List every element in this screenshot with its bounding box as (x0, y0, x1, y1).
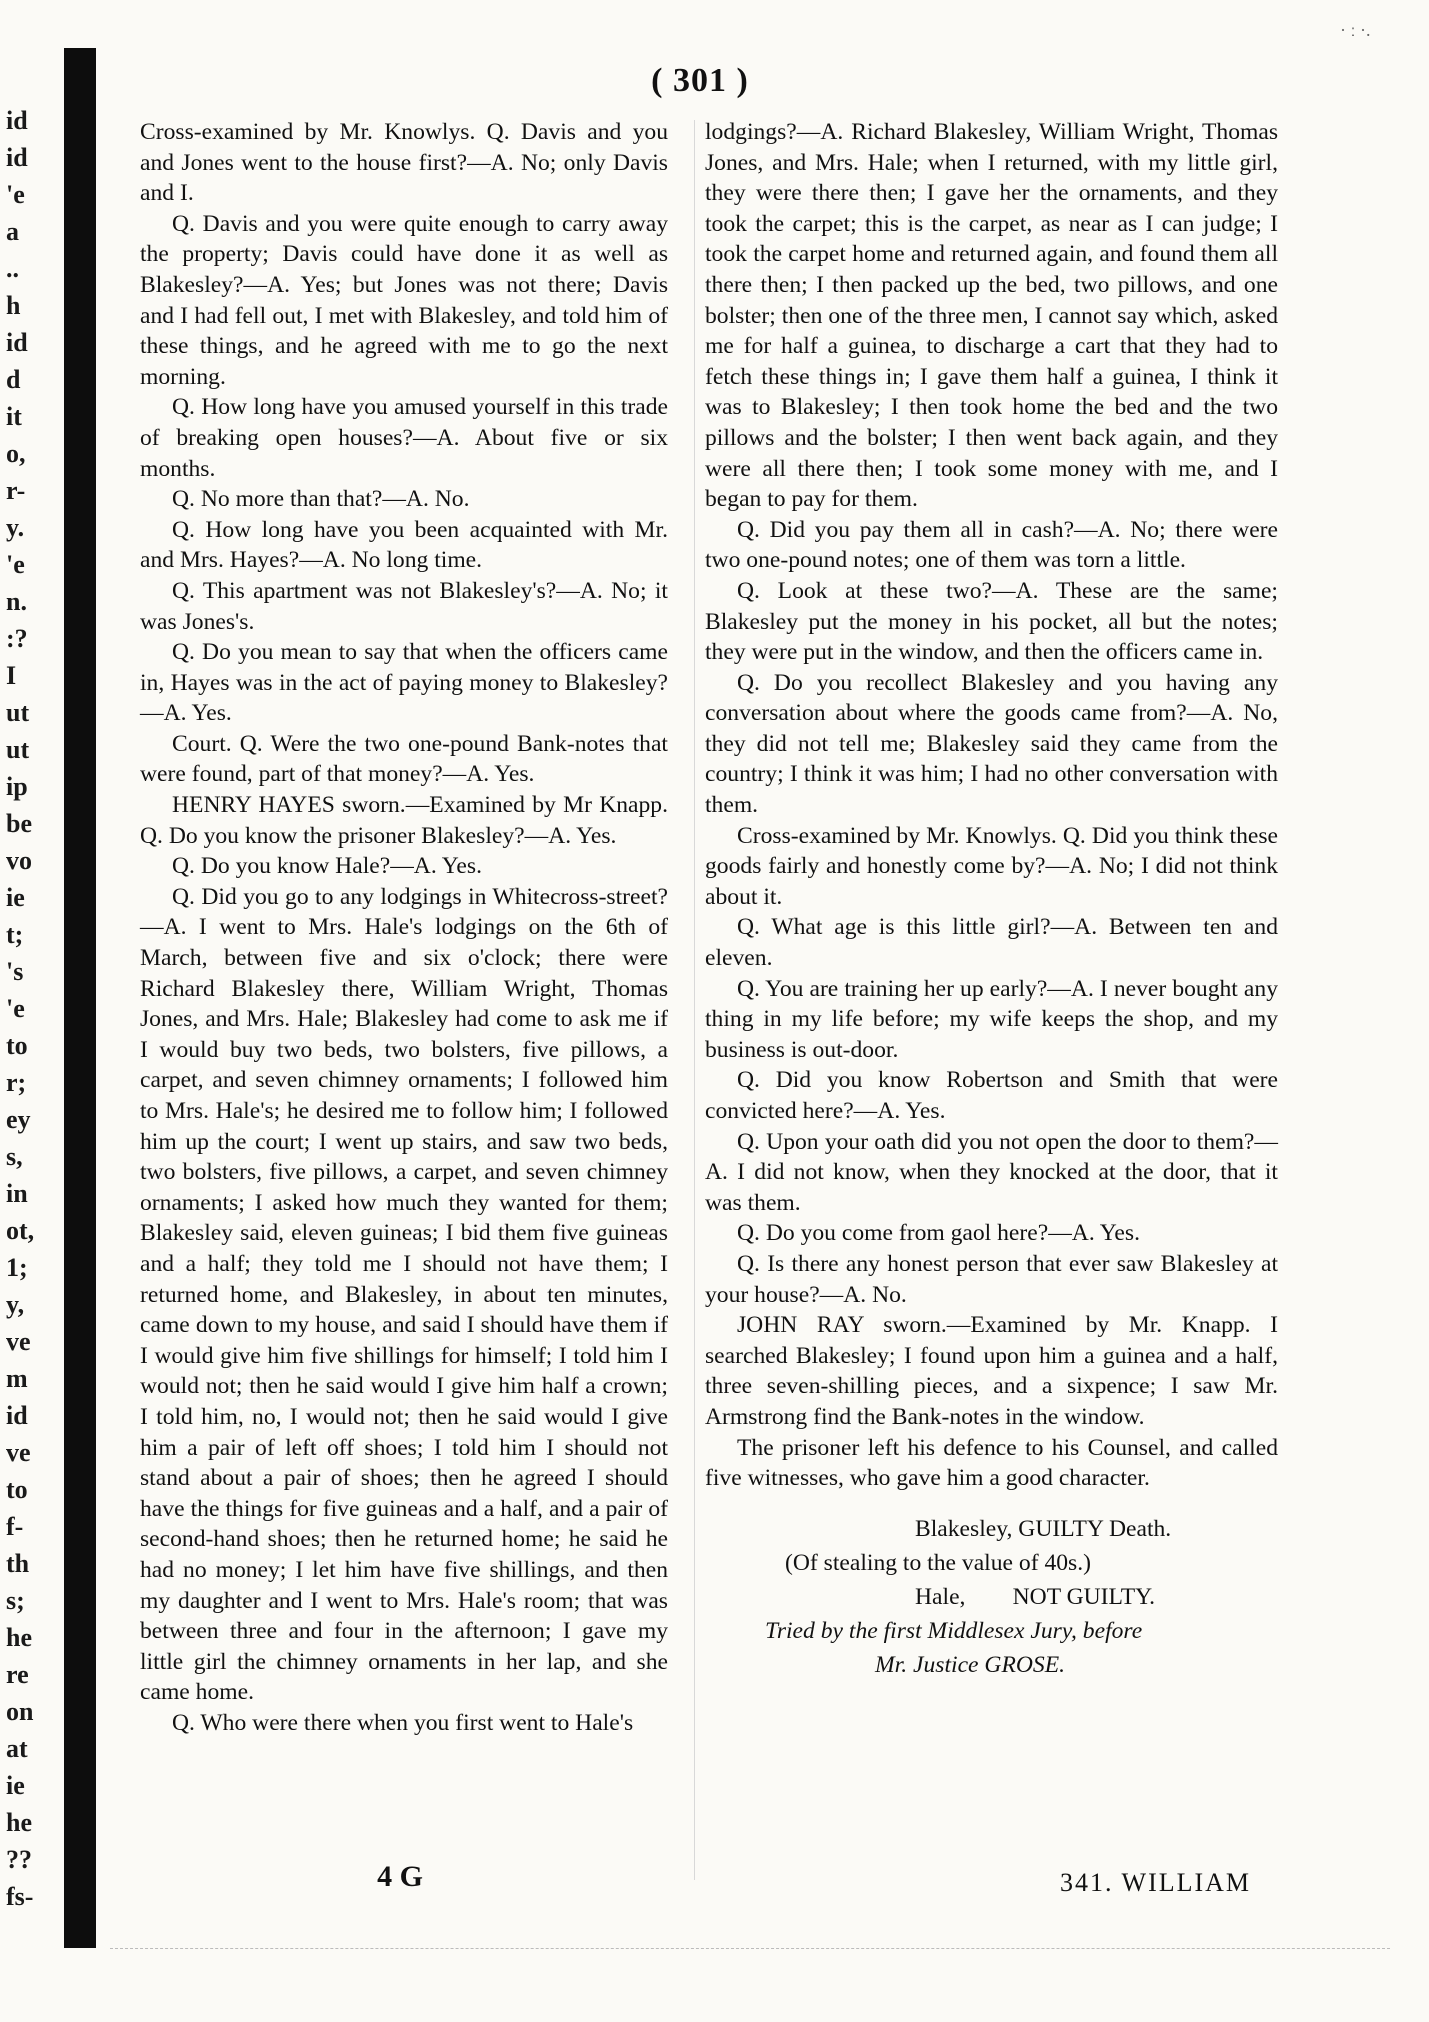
verdict-line5: Mr. Justice GROSE. (875, 1651, 1066, 1678)
verdict-block (705, 1512, 1278, 1682)
margin-fragment: ip (6, 772, 28, 801)
left-column-paragraph: Q. Do you mean to say that when the officers came in, Hayes was in the act of paying money to Blakesley?—A. Yes. (140, 639, 668, 727)
margin-fragment: 'e (6, 180, 25, 209)
left-column-paragraph: HENRY HAYES sworn.—Examined by Mr Knapp. Q. Do you know the prisoner Blakesley?—A. Yes. (140, 792, 668, 849)
margin-fragment: to (6, 1031, 28, 1060)
margin-fragment: ey (6, 1105, 31, 1134)
verdict-line2: (Of stealing to the value of 40s.) (785, 1549, 1091, 1576)
right-column-paragraph: Q. Look at these two?—A. These are the same; Blakesley put the money in his pocket, all but the notes; they were put in the window, and then the officers came in. (705, 577, 1278, 666)
margin-fragment: at (6, 1734, 28, 1763)
margin-fragment: o, (6, 439, 26, 468)
margin-fragment: r- (6, 476, 26, 505)
margin-fragment: d (6, 365, 21, 394)
margin-fragment: id (6, 1401, 28, 1430)
margin-fragment: h (6, 291, 21, 320)
margin-fragment: ie (6, 883, 25, 912)
right-column-paragraph: Q. What age is this little girl?—A. Between ten and eleven. (705, 914, 1278, 972)
left-column-paragraph: Court. Q. Were the two one-pound Bank-notes that were found, part of that money?—A. Yes. (140, 730, 668, 788)
left-column-paragraph: Q. No more than that?—A. No. (172, 486, 470, 513)
left-column-paragraph: Cross-examined by Mr. Knowlys. Q. Davis and you and Jones went to the house first?—A. No; only Davis and I. (140, 119, 668, 207)
margin-fragment: ve (6, 1327, 31, 1356)
margin-fragment: s; (6, 1586, 25, 1615)
margin-fragment: f- (6, 1512, 24, 1541)
margin-fragment: fs- (6, 1882, 34, 1911)
margin-fragment: ut (6, 735, 30, 764)
left-column-paragraph: Q. Davis and you were quite enough to carry away the property; Davis could have done it as well as Blakesley?—A. Yes; but Jones was not there; Davis and I had fell out, I met with Blakesley, and told him of these things, and he agreed with me to go the next morning. (140, 210, 668, 390)
right-column (705, 117, 1278, 1682)
margin-fragment: n. (6, 587, 27, 616)
right-column-paragraph: lodgings?—A. Richard Blakesley, William Wright, Thomas Jones, and Mrs. Hale; when I returned, with my little girl, they were there then; I gave her the ornaments, and they took the carpet; this is the carpet, as near as I can judge; I took the carpet home and returned again, and found them all there then; I then packed up the bed, two pillows, and one bolster; then one of the three men, I cannot say which, asked me for half a guinea, to discharge a cart that they had to fetch these things in; I gave them half a guinea, I think it was to Blakesley; I then took home the bed and the two pillows and the bolster; I then went back again, and they were all there then; I took some money with me, and I began to pay for them. (705, 119, 1278, 513)
verdict-line4: Tried by the first Middlesex Jury, before (765, 1617, 1143, 1644)
margin-fragment: t; (6, 920, 24, 949)
verdict-line3: Hale, NOT GUILTY. (915, 1583, 1156, 1610)
margin-fragment: it (6, 402, 22, 431)
margin-fragment: vo (6, 846, 32, 875)
right-column-paragraph: JOHN RAY sworn.—Examined by Mr. Knapp. I searched Blakesley; I found upon him a guinea and a half, three seven-shilling pieces, and a sixpence; I saw Mr. Armstrong find the Bank-notes in the window. (705, 1312, 1278, 1430)
margin-fragment: id (6, 328, 28, 357)
margin-fragment: y. (6, 513, 25, 542)
margin-fragment: .. (6, 254, 19, 283)
margin-fragment: in (6, 1179, 28, 1208)
margin-fragment: 's (6, 957, 24, 986)
right-column-paragraph: Q. Did you know Robertson and Smith that were convicted here?—A. Yes. (705, 1067, 1278, 1124)
margin-fragment: 'e (6, 994, 25, 1023)
margin-fragment: he (6, 1623, 32, 1652)
margin-fragment: id (6, 143, 28, 172)
left-column-paragraph: Q. Did you go to any lodgings in Whitecross-street?—A. I went to Mrs. Hale's lodgings on the 6th of March, between five and six o'clock; there were Richard Blakesley there, William Wright, Thomas Jones, and Mrs. Hale; Blakesley had come to ask me if I would buy two beds, two bolsters, five pillows, a carpet, and seven chimney ornaments; I followed him to Mrs. Hale's; he desired me to follow him; I followed him up the court; I went up stairs, and saw two beds, two bolsters, five pillows, a carpet, and seven chimney ornaments; I asked how much they wanted for them; Blakesley said, eleven guineas; I bid them five guineas and a half; they told me I should not have them; I returned home, and Blakesley, in about ten minutes, came down to my house, and said I should have them if I would give him five shillings for himself; I told him I would not; then he said would I give him half a crown; I told him, no, I would not; then he said would I give him a pair of left off shoes; I told him I should not stand about a pair of shoes; then he agreed I should have the things for five guineas and a half, and a pair of second-hand shoes; then he returned home; he said he had no money; I let him have five shillings, and then my daughter and I went to Mrs. Hale's room; that was between three and four in the afternoon; I gave my little girl the chimney ornaments in her lap, and she came home. (140, 883, 668, 1706)
right-column-paragraph: Q. Do you come from gaol here?—A. Yes. (737, 1220, 1140, 1247)
right-column-paragraph: Cross-examined by Mr. Knowlys. Q. Did you think these goods fairly and honestly come by?—A. No; I did not think about it. (705, 822, 1278, 910)
margin-fragment: th (6, 1549, 30, 1578)
page-number: ( 301 ) (651, 62, 749, 99)
right-column-paragraph: Q. Upon your oath did you not open the door to them?—A. I did not know, when they knocked at the door, that it was them. (705, 1128, 1278, 1216)
margin-fragment: m (6, 1364, 28, 1393)
left-column (140, 117, 668, 1738)
verdict-line1: Blakesley, GUILTY Death. (915, 1515, 1172, 1542)
margin-fragment: re (6, 1660, 29, 1689)
left-column-paragraph: Q. This apartment was not Blakesley's?—A. No; it was Jones's. (140, 577, 668, 635)
left-column-paragraph: Q. Who were there when you first went to Hale's (172, 1709, 634, 1736)
margin-fragment: 1; (6, 1253, 28, 1282)
catchword: 341. WILLIAM (1060, 1868, 1252, 1897)
right-column-paragraph: The prisoner left his defence to his Counsel, and called five witnesses, who gave him a good character. (705, 1434, 1278, 1492)
margin-fragment: I (6, 661, 17, 690)
right-column-paragraph: Q. Do you recollect Blakesley and you having any conversation about where the goods came from?—A. No, they did not tell me; Blakesley said they came from the country; I think it was him; I had no other conversation with them. (705, 669, 1278, 819)
left-column-paragraph: Q. How long have you amused yourself in this trade of breaking open houses?—A. About five or six months. (140, 394, 668, 482)
margin-fragment: 'e (6, 550, 25, 579)
margin-fragment: ut (6, 698, 30, 727)
column-divider (694, 120, 695, 1880)
margin-fragment: ?? (6, 1845, 32, 1874)
margin-fragment: r; (6, 1068, 27, 1097)
margin-fragment: id (6, 106, 28, 135)
right-column-paragraph: Q. Did you pay them all in cash?—A. No; there were two one-pound notes; one of them was torn a little. (705, 516, 1278, 574)
page-edge (110, 1948, 1390, 1949)
scan-specks: · ː ·. (1340, 20, 1371, 40)
margin-fragment: be (6, 809, 32, 838)
margin-fragment: to (6, 1475, 28, 1504)
margin-fragment: he (6, 1808, 32, 1837)
margin-fragment: on (6, 1697, 34, 1726)
margin-fragment: ot, (6, 1216, 35, 1245)
signature-mark: 4 G (377, 1860, 423, 1893)
binding-shadow (64, 48, 96, 1948)
margin-fragment: :? (6, 624, 28, 653)
margin-fragment: ve (6, 1438, 31, 1467)
margin-fragment: y, (6, 1290, 25, 1319)
left-column-paragraph: Q. Do you know Hale?—A. Yes. (172, 853, 482, 880)
margin-fragment: a (6, 217, 19, 246)
right-column-paragraph: Q. You are training her up early?—A. I never bought any thing in my life before; my wife keeps the shop, and my business is out-door. (705, 975, 1278, 1063)
margin-fragment: ie (6, 1771, 25, 1800)
margin-fragment: s, (6, 1142, 23, 1171)
right-column-paragraph: Q. Is there any honest person that ever saw Blakesley at your house?—A. No. (705, 1250, 1278, 1308)
left-column-paragraph: Q. How long have you been acquainted with Mr. and Mrs. Hayes?—A. No long time. (140, 516, 668, 574)
